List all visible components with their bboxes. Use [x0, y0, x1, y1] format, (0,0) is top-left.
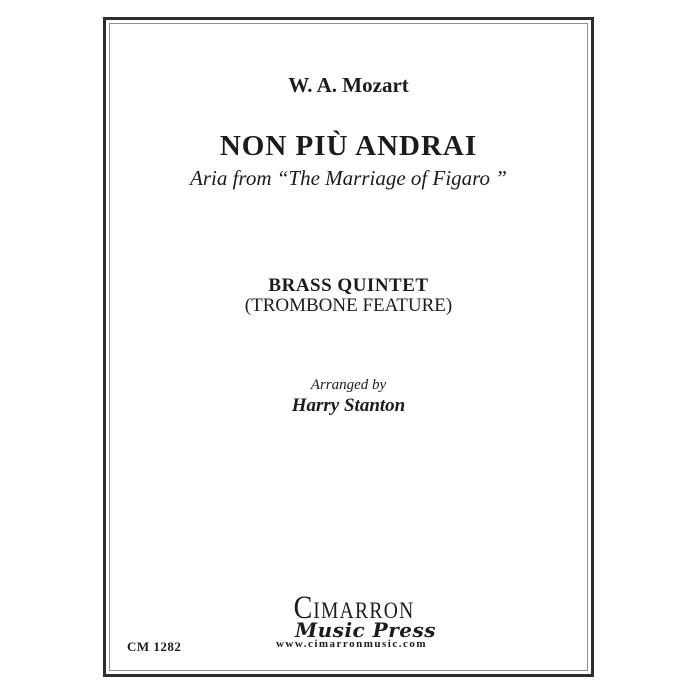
- arranged-by-label: Arranged by: [310, 377, 387, 393]
- feature-note: (TROMBONE FEATURE): [244, 295, 453, 316]
- ensemble-type: BRASS QUINTET: [268, 275, 429, 296]
- publisher-initial-letter: C: [294, 590, 314, 626]
- publisher-tagline: Music Press: [295, 618, 436, 642]
- publisher-name-rest: IMARRON: [313, 598, 415, 623]
- arranger-name: Harry Stanton: [291, 395, 406, 416]
- outer-border-frame: [103, 17, 594, 677]
- inner-border-frame: [109, 23, 588, 671]
- publisher-website-text: www.cimarronmusic.com: [275, 638, 428, 650]
- piece-subtitle: Aria from “The Marriage of Figaro ”: [190, 166, 507, 190]
- composer-name: W. A. Mozart: [288, 73, 409, 97]
- piece-title: NON PIÙ ANDRAI: [219, 130, 478, 162]
- catalog-number: CM 1282: [127, 639, 182, 654]
